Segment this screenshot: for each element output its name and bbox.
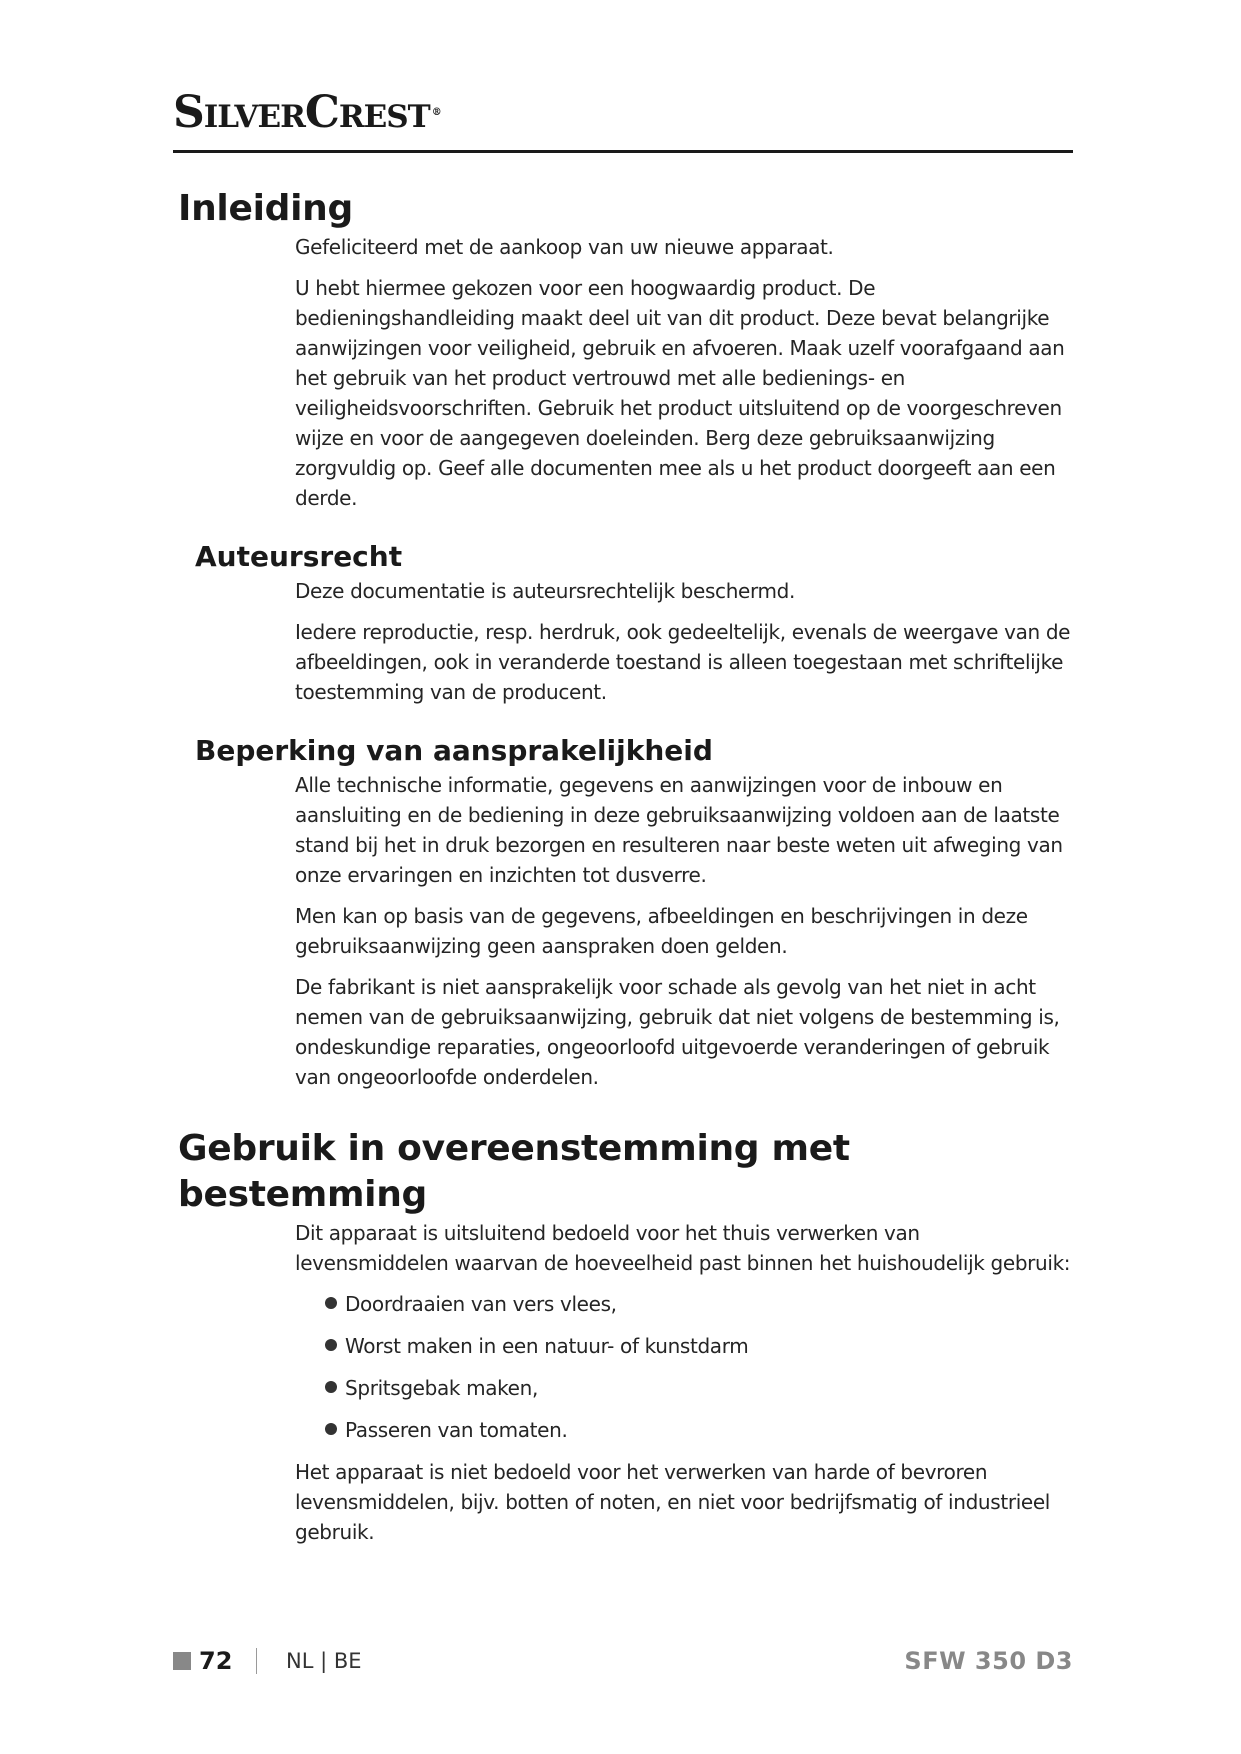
list-item: Doordraaien van vers vlees, — [325, 1289, 1075, 1319]
paragraph: Dit apparaat is uitsluitend bedoeld voor het thuis verwerken van levensmiddelen waarvan de hoeveelheid past binnen het huishoudelijk gebruik: — [295, 1221, 1071, 1275]
page-footer — [173, 1644, 1073, 1678]
square-icon — [173, 1652, 191, 1670]
bullet-icon — [325, 1381, 337, 1393]
model-number: SFW 350 D3 — [904, 1647, 1073, 1675]
list-item: Worst maken in een natuur- of kunstdarm — [325, 1331, 1075, 1361]
list-item: Passeren van tomaten. — [325, 1415, 1075, 1445]
page-number: 72 — [199, 1647, 233, 1675]
beperking-body — [295, 770, 1075, 1092]
paragraph: De fabrikant is niet aansprakelijk voor schade als gevolg van het niet in acht nemen van de gebruiksaanwijzing, gebruik dat niet volgens de bestemming is, ondeskundige reparaties, ongeoorloofd uitgevoerde veranderingen of gebruik van ongeoorloofde onderdelen. — [295, 975, 1060, 1089]
heading-beperking: Beperking van aansprakelijkheid — [195, 734, 713, 767]
paragraph: Men kan op basis van de gegevens, afbeeldingen en beschrijvingen in deze gebruiksaanwijzing geen aanspraken doen gelden. — [295, 904, 1028, 958]
gebruik-body — [295, 1218, 1075, 1547]
page-content — [178, 186, 1078, 1558]
auteursrecht-body — [295, 576, 1075, 707]
paragraph: Iedere reproductie, resp. herdruk, ook gedeeltelijk, evenals de weergave van de afbeeldingen, ook in veranderde toestand is alleen toegestaan met schriftelijke toestemming van de producent. — [295, 620, 1071, 704]
paragraph: U hebt hiermee gekozen voor een hoogwaardig product. De bedieningshandleiding maakt deel uit van dit product. Deze bevat belangrijke aanwijzingen voor veiligheid, gebruik en afvoeren. Maak uzelf voorafgaand aan het gebruik van het product vertrouwd met alle bedienings- en veiligheidsvoorschriften. Gebruik het product uitsluitend op de voorgeschreven wijze en voor de aangegeven doeleinden. Berg deze gebruiksaanwijzing zorgvuldig op. Geef alle documenten mee als u het product doorgeeft aan een derde. — [295, 276, 1065, 510]
heading-gebruik: Gebruik in overeenstemming met bestemming — [178, 1128, 850, 1215]
header-rule — [173, 150, 1073, 153]
brand-logo: SilverCrest ® — [173, 87, 441, 138]
language-label: NL | BE — [286, 1649, 362, 1673]
inleiding-body — [295, 232, 1075, 513]
paragraph: Het apparaat is niet bedoeld voor het verwerken van harde of bevroren levensmiddelen, bijv. botten of noten, en niet voor bedrijfsmatig of industrieel gebruik. — [295, 1460, 1051, 1544]
bullet-icon — [325, 1339, 337, 1351]
paragraph: Deze documentatie is auteursrechtelijk beschermd. — [295, 579, 795, 603]
page-header — [173, 88, 1073, 138]
bullet-icon — [325, 1297, 337, 1309]
heading-auteursrecht: Auteursrecht — [195, 540, 403, 573]
usage-list — [295, 1289, 1075, 1445]
footer-divider — [256, 1648, 257, 1674]
paragraph: Alle technische informatie, gegevens en aanwijzingen voor de inbouw en aansluiting en de bediening in deze gebruiksaanwijzing voldoen aan de laatste stand bij het in druk bezorgen en resulteren naar beste weten uit afweging van onze ervaringen en inzichten tot dusverre. — [295, 773, 1063, 887]
bullet-icon — [325, 1423, 337, 1435]
heading-inleiding: Inleiding — [178, 188, 353, 229]
list-item: Spritsgebak maken, — [325, 1373, 1075, 1403]
paragraph: Gefeliciteerd met de aankoop van uw nieuwe apparaat. — [295, 235, 834, 259]
